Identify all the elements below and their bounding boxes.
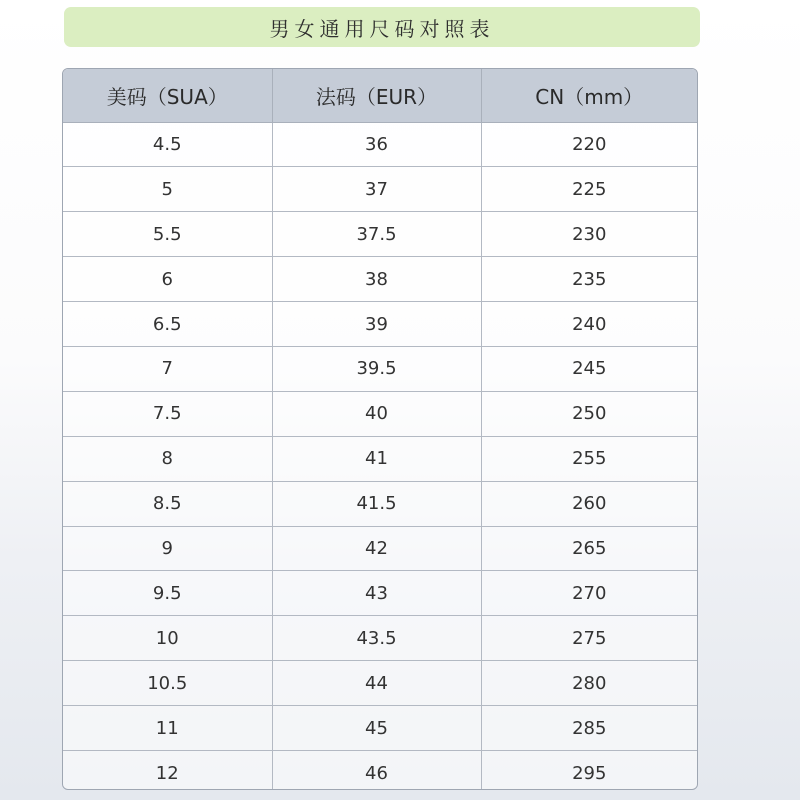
page-title: 男女通用尺码对照表 bbox=[64, 7, 700, 47]
cell-eur-size: 38 bbox=[272, 257, 481, 302]
header-us-size: 美码（SUA） bbox=[63, 69, 272, 122]
cell-eur-size: 41.5 bbox=[272, 481, 481, 526]
table-row bbox=[63, 661, 697, 706]
cell-eur-size: 40 bbox=[272, 391, 481, 436]
size-chart-table bbox=[63, 69, 697, 790]
cell-cn-size: 255 bbox=[481, 436, 697, 481]
table-row bbox=[63, 212, 697, 257]
size-chart-table-container bbox=[62, 68, 698, 790]
cell-eur-size: 45 bbox=[272, 706, 481, 751]
cell-eur-size: 42 bbox=[272, 526, 481, 571]
cell-cn-size: 275 bbox=[481, 616, 697, 661]
cell-us-size: 5.5 bbox=[63, 212, 272, 257]
table-row bbox=[63, 346, 697, 391]
table-row bbox=[63, 122, 697, 167]
cell-us-size: 9.5 bbox=[63, 571, 272, 616]
cell-us-size: 7.5 bbox=[63, 391, 272, 436]
cell-eur-size: 39.5 bbox=[272, 346, 481, 391]
cell-eur-size: 36 bbox=[272, 122, 481, 167]
table-body bbox=[63, 122, 697, 790]
table-row bbox=[63, 526, 697, 571]
cell-cn-size: 280 bbox=[481, 661, 697, 706]
cell-cn-size: 265 bbox=[481, 526, 697, 571]
cell-cn-size: 235 bbox=[481, 257, 697, 302]
header-row bbox=[63, 69, 697, 122]
table-row bbox=[63, 391, 697, 436]
table-row bbox=[63, 571, 697, 616]
cell-eur-size: 41 bbox=[272, 436, 481, 481]
cell-us-size: 11 bbox=[63, 706, 272, 751]
cell-cn-size: 250 bbox=[481, 391, 697, 436]
cell-cn-size: 220 bbox=[481, 122, 697, 167]
table-row bbox=[63, 750, 697, 790]
cell-us-size: 12 bbox=[63, 750, 272, 790]
table-row bbox=[63, 436, 697, 481]
cell-us-size: 6 bbox=[63, 257, 272, 302]
cell-cn-size: 230 bbox=[481, 212, 697, 257]
table-row bbox=[63, 257, 697, 302]
cell-us-size: 10.5 bbox=[63, 661, 272, 706]
table-row bbox=[63, 706, 697, 751]
table-row bbox=[63, 302, 697, 347]
table-row bbox=[63, 481, 697, 526]
header-cn-size: CN（mm） bbox=[481, 69, 697, 122]
cell-eur-size: 37.5 bbox=[272, 212, 481, 257]
cell-cn-size: 245 bbox=[481, 346, 697, 391]
cell-cn-size: 295 bbox=[481, 750, 697, 790]
cell-eur-size: 43 bbox=[272, 571, 481, 616]
cell-us-size: 7 bbox=[63, 346, 272, 391]
cell-us-size: 5 bbox=[63, 167, 272, 212]
cell-cn-size: 270 bbox=[481, 571, 697, 616]
cell-cn-size: 285 bbox=[481, 706, 697, 751]
cell-cn-size: 260 bbox=[481, 481, 697, 526]
cell-eur-size: 43.5 bbox=[272, 616, 481, 661]
cell-eur-size: 39 bbox=[272, 302, 481, 347]
cell-us-size: 8 bbox=[63, 436, 272, 481]
cell-cn-size: 240 bbox=[481, 302, 697, 347]
cell-us-size: 6.5 bbox=[63, 302, 272, 347]
table-header bbox=[63, 69, 697, 122]
cell-us-size: 4.5 bbox=[63, 122, 272, 167]
header-eur-size: 法码（EUR） bbox=[272, 69, 481, 122]
cell-eur-size: 37 bbox=[272, 167, 481, 212]
cell-us-size: 9 bbox=[63, 526, 272, 571]
table-row bbox=[63, 616, 697, 661]
cell-eur-size: 44 bbox=[272, 661, 481, 706]
cell-cn-size: 225 bbox=[481, 167, 697, 212]
cell-us-size: 10 bbox=[63, 616, 272, 661]
table-row bbox=[63, 167, 697, 212]
cell-eur-size: 46 bbox=[272, 750, 481, 790]
cell-us-size: 8.5 bbox=[63, 481, 272, 526]
